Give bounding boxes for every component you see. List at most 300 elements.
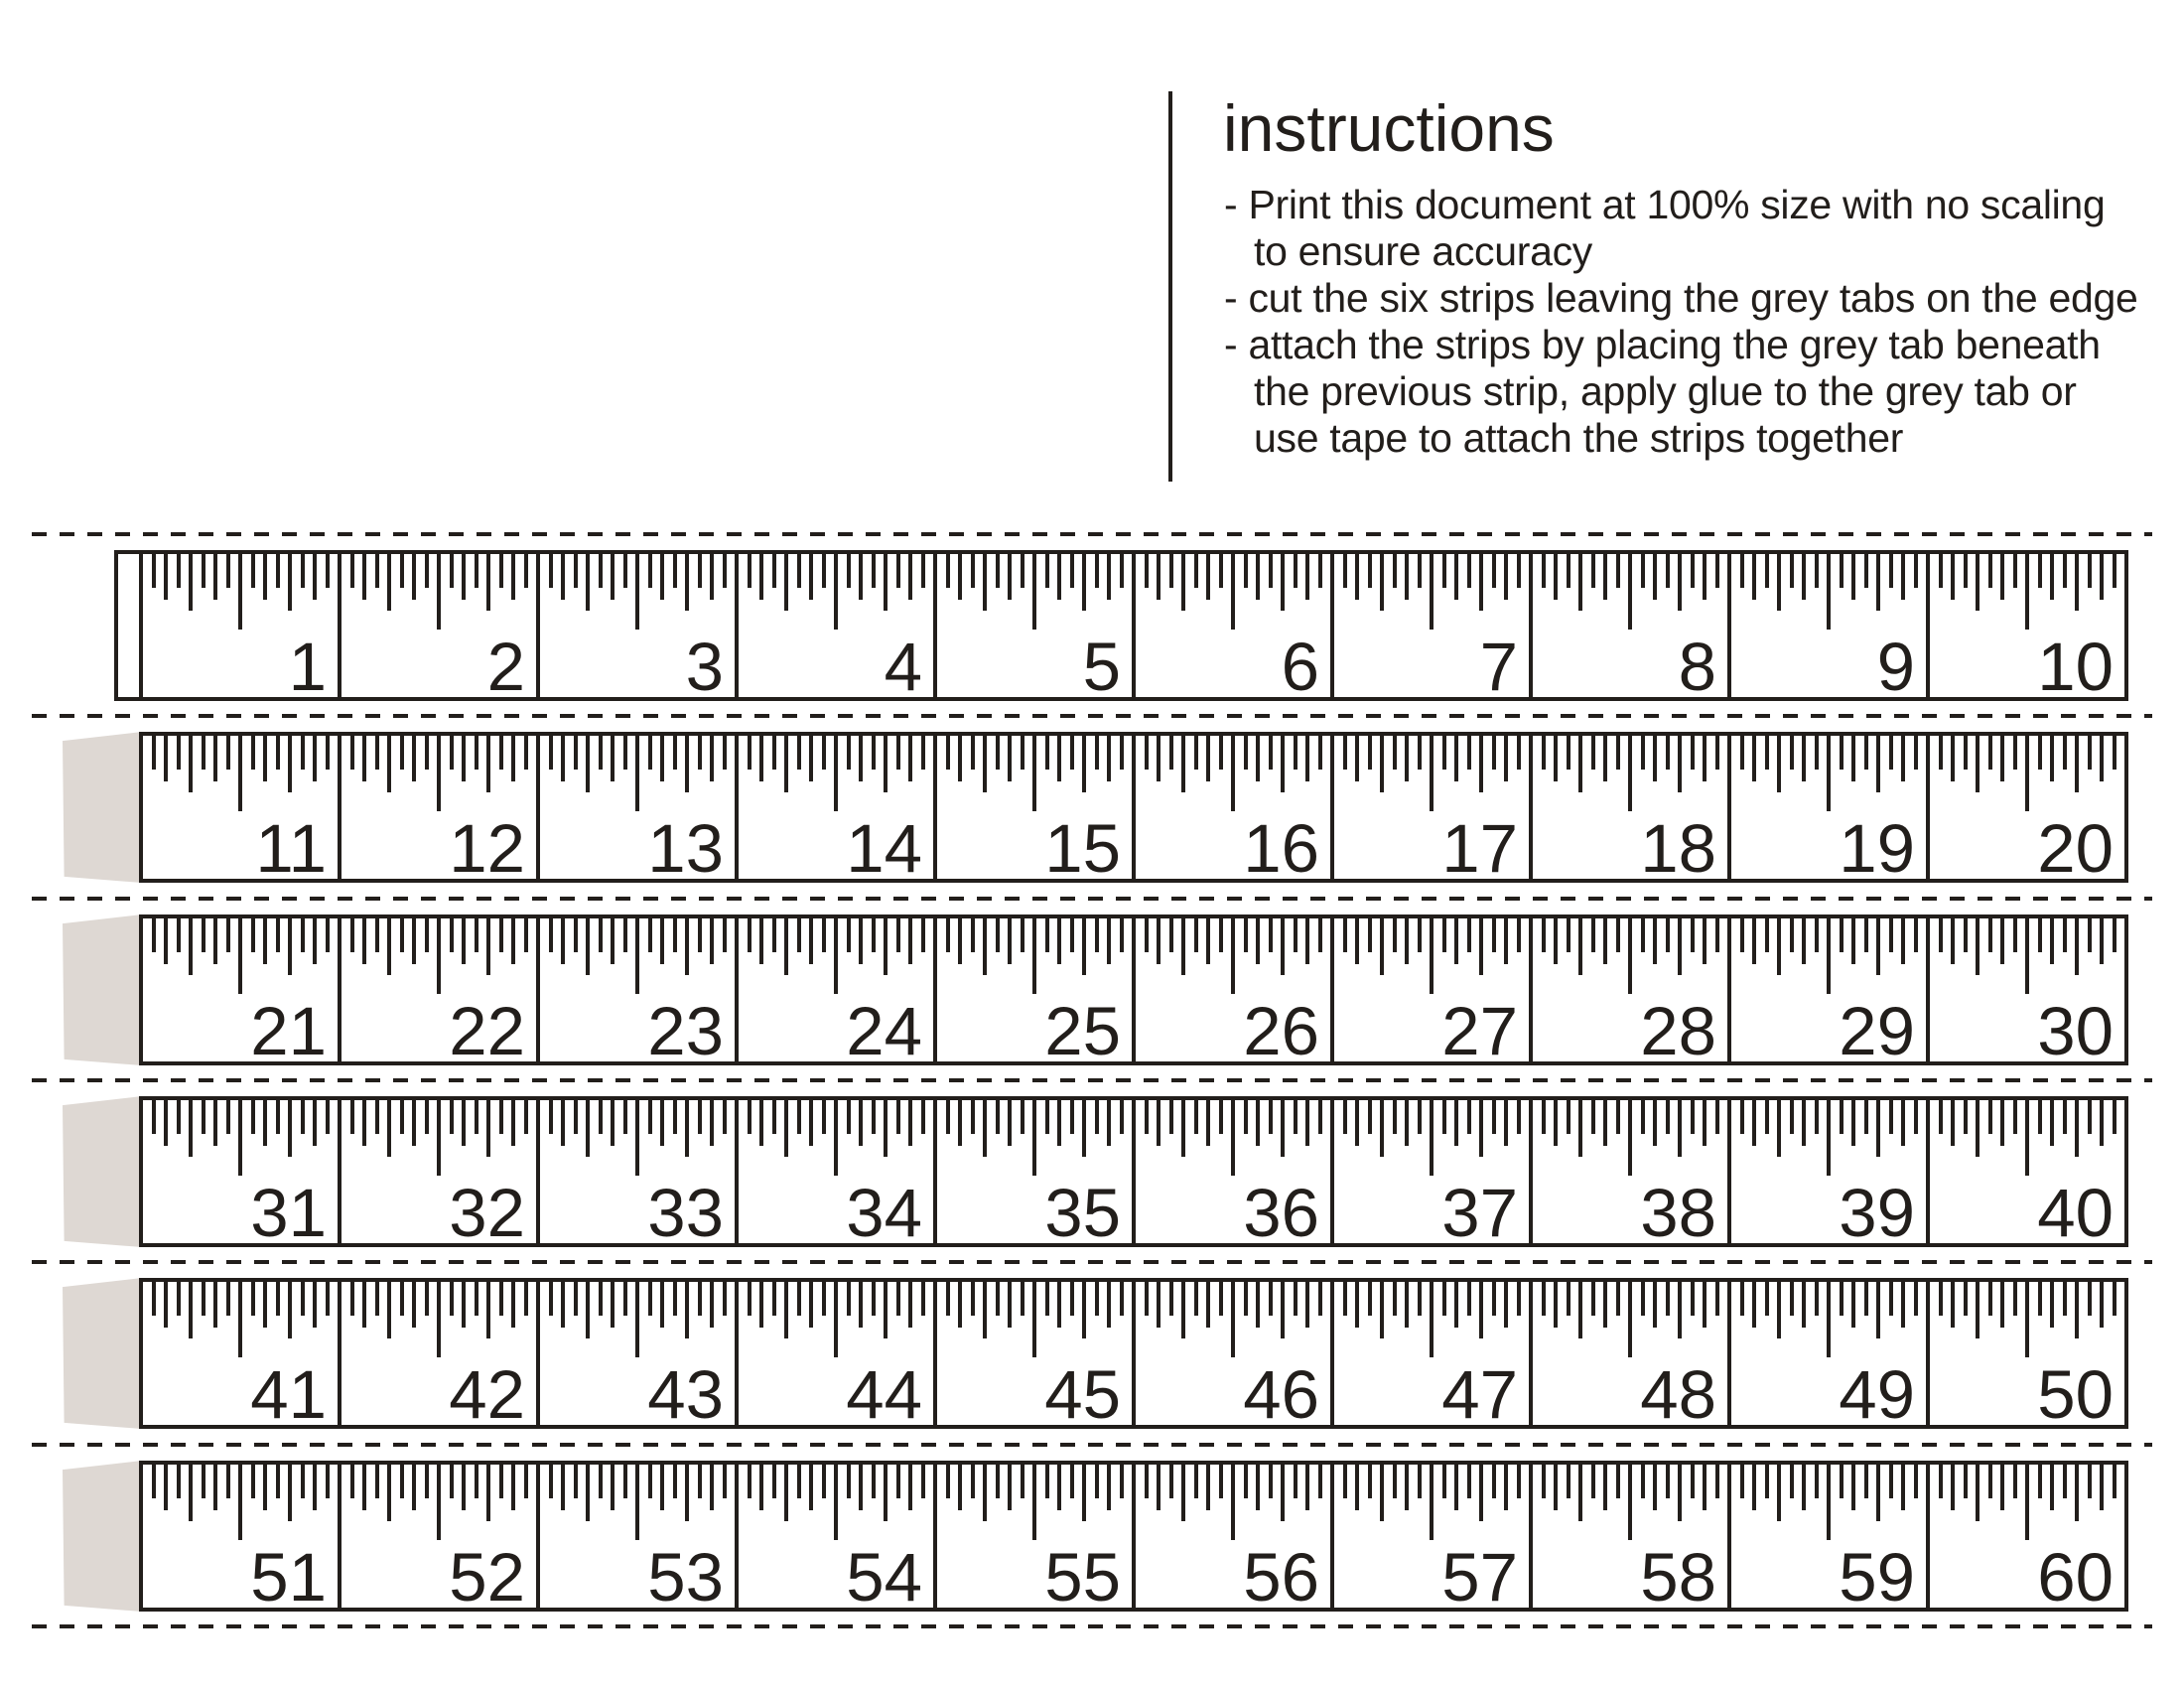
tick-sixteenth [698,916,702,952]
tick-sixteenth [1021,916,1024,952]
unit-line [1926,1280,1930,1427]
tick-sixteenth [177,1098,181,1134]
cut-line [32,1260,2152,1264]
tick-eighth [1603,552,1607,600]
unit-number: 28 [1640,993,1716,1069]
tick-quarter [1876,916,1880,975]
tick-sixteenth [1666,734,1670,770]
tick-sixteenth [1021,552,1024,588]
tick-half [2025,1463,2029,1540]
tick-half [834,734,838,811]
tick-sixteenth [524,1098,528,1134]
instruction-line: - attach the strips by placing the grey tab beneath [1224,322,2101,367]
tick-eighth [1256,1098,1260,1146]
tick-sixteenth [1492,1280,1496,1316]
unit-number: 6 [1281,629,1319,705]
tick-sixteenth [1964,1463,1968,1498]
tick-half [635,1280,639,1357]
tick-sixteenth [921,1098,925,1134]
tick-sixteenth [599,1098,603,1134]
tick-sixteenth [1145,734,1149,770]
unit-number: 37 [1441,1175,1518,1251]
tick-sixteenth [1616,1098,1620,1134]
tick-sixteenth [350,734,354,770]
tick-eighth [1107,552,1111,600]
tick-eighth [412,552,416,600]
tick-sixteenth [1567,1463,1570,1498]
tick-sixteenth [276,552,280,588]
cut-line [32,1443,2152,1447]
tick-eighth [511,1463,515,1510]
tick-quarter [2075,734,2079,792]
tick-eighth [412,734,416,781]
tick-sixteenth [326,1280,330,1316]
tick-eighth [1405,1280,1409,1328]
tick-sixteenth [1641,552,1645,588]
unit-number: 59 [1839,1539,1915,1616]
tick-sixteenth [1666,1280,1670,1316]
unit-line [1926,734,1930,881]
tick-half [834,1463,838,1540]
tick-sixteenth [1244,1098,1248,1134]
tick-sixteenth [226,734,230,770]
tick-sixteenth [549,1098,553,1134]
tick-sixteenth [599,1463,603,1498]
tick-sixteenth [772,1098,776,1134]
tick-half [238,1280,242,1357]
tick-eighth [263,1463,267,1510]
tick-sixteenth [2038,552,2042,588]
tick-sixteenth [797,552,801,588]
tick-quarter [1578,1280,1582,1338]
tick-quarter [1876,734,1880,792]
tick-sixteenth [475,1098,478,1134]
tick-quarter [1181,552,1185,611]
tick-eighth [710,734,714,781]
tick-eighth [1107,1280,1111,1328]
tick-eighth [2050,552,2054,600]
tick-sixteenth [872,1098,876,1134]
tick-eighth [2000,1463,2004,1510]
tick-sixteenth [1145,552,1149,588]
tick-sixteenth [177,552,181,588]
tick-quarter [1976,734,1979,792]
tick-sixteenth [896,552,900,588]
tick-sixteenth [1442,1280,1446,1316]
tick-eighth [2050,1098,2054,1146]
unit-line [1727,916,1731,1063]
tick-sixteenth [2113,916,2116,952]
tick-quarter [1479,1463,1483,1521]
tick-eighth [462,1463,466,1510]
unit-line [1727,1098,1731,1245]
tick-eighth [164,916,168,964]
tick-sixteenth [350,1463,354,1498]
tick-eighth [1355,1098,1359,1146]
tick-half [1628,1463,1632,1540]
tick-eighth [1851,916,1855,964]
tick-eighth [2050,734,2054,781]
tick-sixteenth [1765,552,1769,588]
tick-sixteenth [1567,552,1570,588]
tick-sixteenth [698,734,702,770]
tick-sixteenth [1120,1280,1124,1316]
tick-sixteenth [822,1463,826,1498]
tick-eighth [908,916,912,964]
tick-quarter [1082,1280,1086,1338]
tick-sixteenth [1914,734,1918,770]
tick-sixteenth [1889,916,1893,952]
tick-sixteenth [1864,1463,1868,1498]
tick-sixteenth [574,1098,578,1134]
tick-sixteenth [772,552,776,588]
tick-eighth [1653,552,1657,600]
tick-sixteenth [1864,1098,1868,1134]
tick-sixteenth [971,1280,975,1316]
unit-line [735,1463,739,1610]
tick-quarter [1082,734,1086,792]
tick-sixteenth [1889,1463,1893,1498]
tick-sixteenth [723,1463,727,1498]
tick-quarter [1777,1098,1781,1157]
tick-sixteenth [226,1463,230,1498]
tick-eighth [1454,916,1458,964]
tick-sixteenth [1194,1098,1198,1134]
unit-line [536,916,540,1063]
tick-sixteenth [2013,916,2017,952]
tick-sixteenth [673,1280,677,1316]
tick-sixteenth [1318,1463,1322,1498]
unit-number: 36 [1243,1175,1319,1251]
tick-quarter [2075,1463,2079,1521]
glue-tab [63,914,142,1065]
tick-sixteenth [301,916,305,952]
tick-half [1032,916,1036,994]
tick-sixteenth [226,916,230,952]
tick-sixteenth [276,1280,280,1316]
tick-quarter [189,1280,193,1338]
unit-number: 29 [1839,993,1915,1069]
tick-quarter [189,552,193,611]
tick-sixteenth [1219,1463,1223,1498]
tick-sixteenth [1070,1463,1074,1498]
tick-sixteenth [475,552,478,588]
unit-line [735,916,739,1063]
tick-half [1430,552,1433,630]
tick-sixteenth [673,1463,677,1498]
tick-sixteenth [1318,916,1322,952]
tick-quarter [1181,916,1185,975]
tick-quarter [1876,1280,1880,1338]
tick-quarter [1678,1098,1682,1157]
unit-number: 44 [846,1356,922,1433]
tick-sixteenth [375,552,379,588]
tick-eighth [1703,916,1706,964]
tick-eighth [958,1280,962,1328]
tick-sixteenth [499,552,503,588]
tick-quarter [983,552,987,611]
tick-quarter [685,916,689,975]
tick-sixteenth [1368,916,1372,952]
tick-quarter [486,1280,490,1338]
tick-sixteenth [648,552,652,588]
tick-quarter [1479,916,1483,975]
tick-sixteenth [1988,734,1992,770]
tick-sixteenth [1294,916,1297,952]
tick-sixteenth [872,734,876,770]
tick-sixteenth [326,1098,330,1134]
tick-sixteenth [1542,552,1546,588]
tick-quarter [2075,1280,2079,1338]
tick-eighth [362,1098,366,1146]
tick-sixteenth [1318,1098,1322,1134]
tick-sixteenth [1641,916,1645,952]
tick-eighth [1405,1098,1409,1146]
tick-eighth [1802,1280,1806,1328]
tick-sixteenth [400,1098,404,1134]
tick-sixteenth [1666,916,1670,952]
tick-sixteenth [2113,1463,2116,1498]
tick-sixteenth [425,552,429,588]
tick-sixteenth [524,552,528,588]
tick-sixteenth [1740,916,1744,952]
tick-quarter [1777,552,1781,611]
tick-sixteenth [1343,916,1347,952]
tick-sixteenth [1790,734,1794,770]
tick-quarter [486,1463,490,1521]
tick-eighth [859,916,863,964]
tick-quarter [387,1098,391,1157]
tick-quarter [1578,734,1582,792]
tick-sixteenth [2038,916,2042,952]
tick-quarter [983,1463,987,1521]
tick-sixteenth [772,1280,776,1316]
instruction-line: the previous strip, apply glue to the grey tab or [1254,368,2077,414]
tick-eighth [611,1098,614,1146]
tick-eighth [561,552,565,600]
tick-quarter [486,734,490,792]
tick-sixteenth [822,916,826,952]
tick-sixteenth [946,1463,950,1498]
tick-eighth [213,552,217,600]
tick-sixteenth [1715,1463,1719,1498]
tick-eighth [462,552,466,600]
tick-eighth [2100,552,2104,600]
tick-half [437,552,441,630]
tick-sixteenth [1864,916,1868,952]
tick-sixteenth [1964,1098,1968,1134]
tick-quarter [1876,1098,1880,1157]
tick-eighth [710,552,714,600]
tick-sixteenth [673,1098,677,1134]
tick-eighth [660,552,664,600]
tick-sixteenth [549,1280,553,1316]
tick-eighth [958,1098,962,1146]
unit-number: 4 [884,629,922,705]
tick-eighth [1901,734,1905,781]
tick-sixteenth [574,734,578,770]
tick-half [1827,734,1831,811]
tick-sixteenth [1616,552,1620,588]
tick-quarter [288,1463,292,1521]
ruler-strip [0,1278,2184,1433]
tick-eighth [1554,1463,1558,1510]
tick-eighth [1504,552,1508,600]
tick-sixteenth [1641,734,1645,770]
tick-half [1032,1463,1036,1540]
tick-sixteenth [1691,1280,1695,1316]
unit-line [1132,1280,1136,1427]
tick-eighth [1454,734,1458,781]
tick-sixteenth [1691,552,1695,588]
tick-sixteenth [599,1280,603,1316]
tick-sixteenth [499,1463,503,1498]
tick-sixteenth [152,1098,156,1134]
tick-sixteenth [1765,734,1769,770]
tick-eighth [412,1098,416,1146]
tick-sixteenth [1964,916,1968,952]
tick-sixteenth [1145,1098,1149,1134]
glue-tab [63,1096,142,1247]
tick-sixteenth [896,916,900,952]
tick-sixteenth [1889,734,1893,770]
tick-sixteenth [2038,1098,2042,1134]
tick-eighth [1305,1463,1309,1510]
tick-eighth [1355,734,1359,781]
unit-number: 38 [1640,1175,1716,1251]
tick-eighth [561,1280,565,1328]
tick-eighth [1008,734,1012,781]
unit-line [1529,552,1533,699]
tick-sixteenth [1120,552,1124,588]
tick-quarter [1281,916,1285,975]
tick-sixteenth [1269,1098,1273,1134]
tick-eighth [362,734,366,781]
tick-half [1231,1463,1235,1540]
tick-quarter [1479,1280,1483,1338]
tick-sixteenth [301,1280,305,1316]
tick-sixteenth [2088,1098,2092,1134]
tick-quarter [1380,552,1384,611]
tick-eighth [1951,734,1955,781]
tick-eighth [1454,1463,1458,1510]
tick-sixteenth [251,552,255,588]
tick-quarter [784,1098,788,1157]
tick-sixteenth [1740,1463,1744,1498]
tick-sixteenth [450,552,454,588]
tick-sixteenth [599,552,603,588]
unit-line [1132,916,1136,1063]
tick-eighth [1305,916,1309,964]
tick-sixteenth [1765,1280,1769,1316]
unit-number: 9 [1876,629,1915,705]
unit-number: 3 [685,629,724,705]
tick-sixteenth [921,1463,925,1498]
tick-half [437,734,441,811]
unit-number: 47 [1441,1356,1518,1433]
unit-number: 2 [486,629,525,705]
tick-quarter [387,552,391,611]
tick-eighth [809,1463,813,1510]
tick-eighth [2100,734,2104,781]
tick-eighth [1603,734,1607,781]
tick-sixteenth [1740,1280,1744,1316]
tick-sixteenth [1418,916,1422,952]
tick-half [1231,916,1235,994]
tick-sixteenth [400,1463,404,1498]
tick-quarter [2075,552,2079,611]
tick-sixteenth [1914,916,1918,952]
unit-line [1529,1098,1533,1245]
tick-eighth [2050,1463,2054,1510]
tick-sixteenth [797,734,801,770]
tick-eighth [1752,734,1756,781]
tick-quarter [1479,734,1483,792]
tick-eighth [313,1098,317,1146]
tick-sixteenth [1045,1463,1049,1498]
tick-sixteenth [450,916,454,952]
glue-tab [63,1461,142,1612]
tick-sixteenth [1914,1098,1918,1134]
tick-eighth [511,552,515,600]
tick-half [834,1098,838,1176]
tick-sixteenth [1591,1280,1595,1316]
tick-sixteenth [1095,916,1099,952]
tick-sixteenth [276,916,280,952]
tick-sixteenth [425,916,429,952]
tick-eighth [1057,734,1061,781]
tick-sixteenth [1070,552,1074,588]
tick-quarter [586,916,590,975]
tick-eighth [1901,916,1905,964]
tick-sixteenth [1765,916,1769,952]
tick-eighth [263,916,267,964]
tick-sixteenth [350,1098,354,1134]
tick-half [1628,1280,1632,1357]
tick-quarter [1976,1280,1979,1338]
tick-eighth [1603,1098,1607,1146]
tick-quarter [1578,1463,1582,1521]
tick-sixteenth [1691,734,1695,770]
tick-eighth [462,734,466,781]
tick-sixteenth [698,552,702,588]
tick-sixteenth [872,552,876,588]
tick-sixteenth [599,916,603,952]
unit-number: 5 [1082,629,1121,705]
tick-eighth [1653,1280,1657,1328]
tick-quarter [1082,916,1086,975]
tick-quarter [884,1098,887,1157]
tick-eighth [1405,1463,1409,1510]
tick-sixteenth [996,1098,1000,1134]
tick-sixteenth [574,1463,578,1498]
tick-quarter [983,734,987,792]
unit-line [933,1463,937,1610]
tick-sixteenth [152,1280,156,1316]
tick-sixteenth [1021,1280,1024,1316]
tick-quarter [1678,552,1682,611]
zero-line [139,552,143,699]
tick-sixteenth [2113,734,2116,770]
tick-sixteenth [524,1280,528,1316]
tick-sixteenth [1393,1463,1397,1498]
tick-quarter [288,734,292,792]
unit-number: 20 [2037,810,2114,887]
tick-quarter [1976,552,1979,611]
tick-eighth [1752,1098,1756,1146]
tick-sixteenth [723,1280,727,1316]
unit-number: 18 [1640,810,1716,887]
